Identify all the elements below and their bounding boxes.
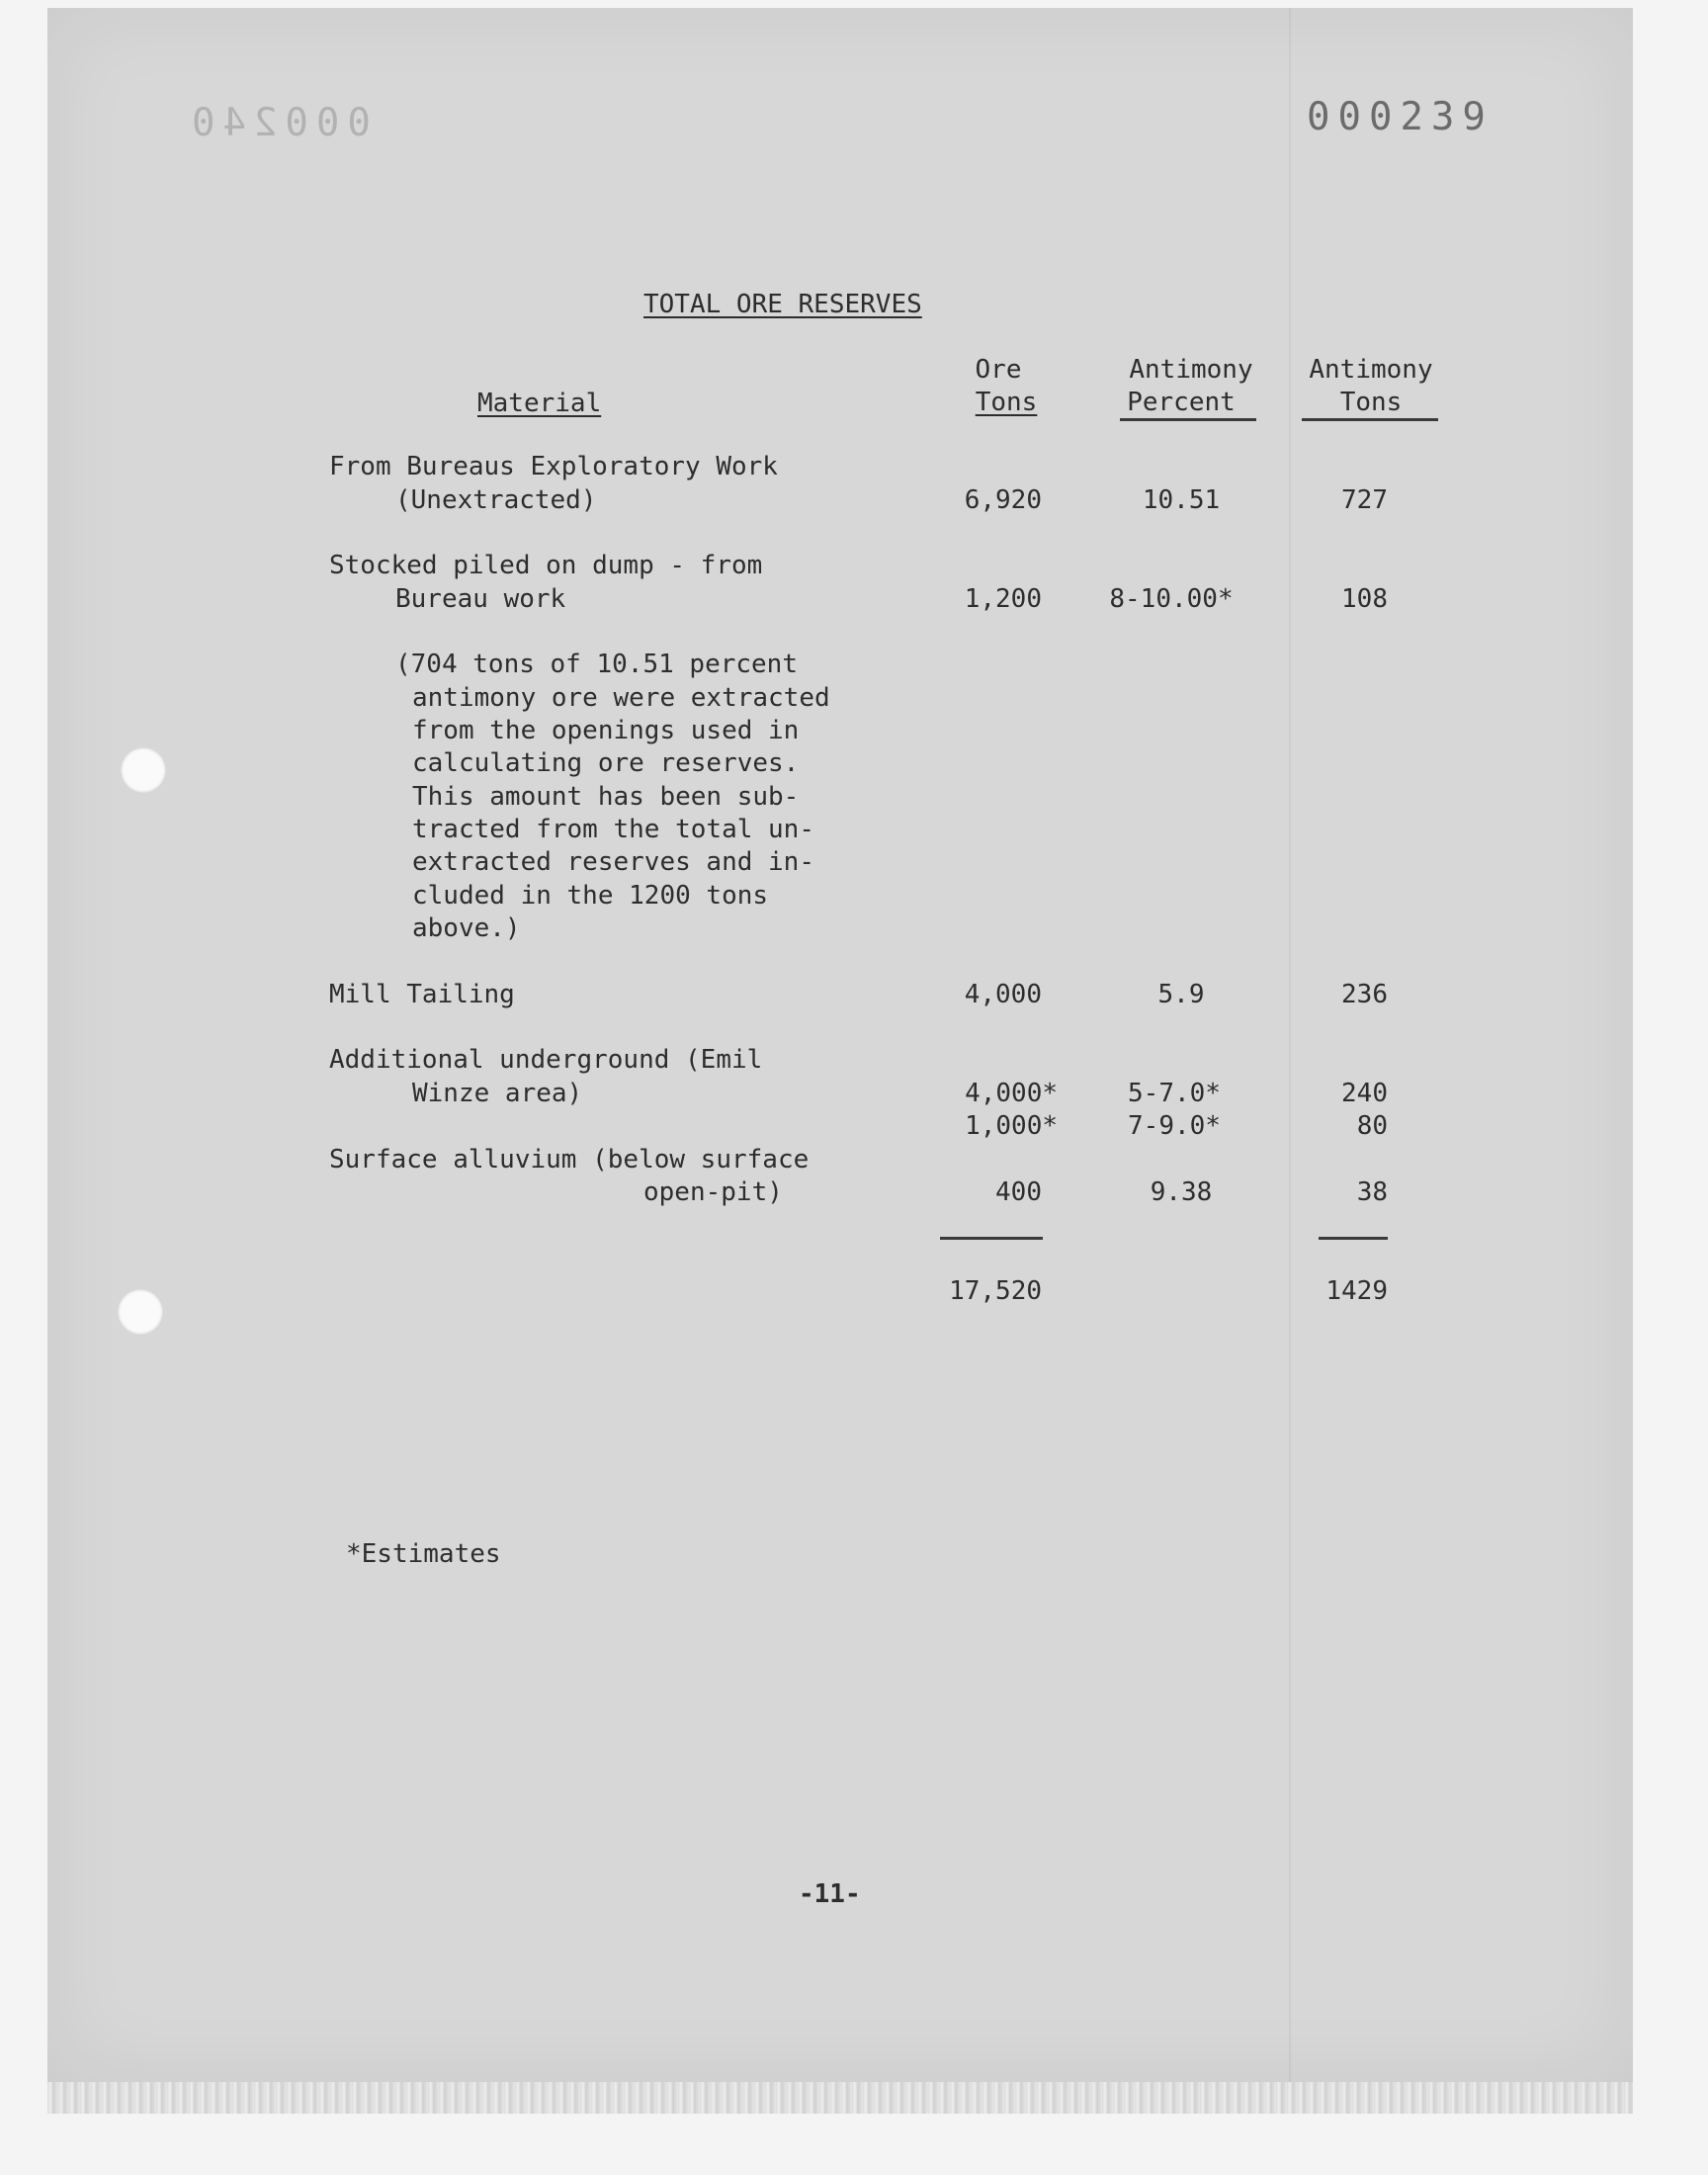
row-surface-ore-tons: 400: [995, 1177, 1042, 1207]
note-line: calculating ore reserves.: [412, 748, 800, 778]
row-bureau-label-2: (Unextracted): [395, 485, 597, 515]
page-title: TOTAL ORE RESERVES: [643, 290, 922, 319]
header-antimony-percent-2: Percent: [1127, 388, 1236, 417]
note-line: above.): [412, 914, 521, 943]
total-antimony-tons: 1429: [1325, 1276, 1388, 1306]
row-surface-antimony-tons: 38: [1356, 1177, 1388, 1207]
header-material: Material: [477, 389, 602, 418]
note-line: cluded in the 1200 tons: [412, 881, 769, 911]
row-additional-antimony-tons-b: 80: [1356, 1111, 1388, 1141]
row-bureau-label-1: From Bureaus Exploratory Work: [329, 452, 778, 481]
header-antimony-percent-1: Antimony: [1129, 355, 1253, 385]
header-antimony-tons-1: Antimony: [1309, 355, 1433, 385]
row-surface-label-1: Surface alluvium (below surface: [329, 1145, 810, 1174]
note-line: tracted from the total un-: [412, 815, 814, 844]
scan-edge: [47, 2082, 1633, 2114]
row-additional-ore-tons-b: 1,000*: [965, 1111, 1058, 1141]
note-line: extracted reserves and in-: [412, 847, 814, 877]
row-mill-antimony-tons: 236: [1341, 980, 1388, 1009]
row-additional-ore-tons-a: 4,000*: [965, 1079, 1058, 1108]
header-ore-tons-1: Ore: [975, 355, 1022, 385]
row-additional-label-2: Winze area): [412, 1079, 583, 1108]
page-number: -11-: [799, 1879, 861, 1909]
row-surface-label-2: open-pit): [643, 1177, 783, 1207]
fold-line: [1289, 8, 1291, 2082]
header-ore-tons-2: Tons: [975, 388, 1038, 417]
stamp-number-ghost: 000240: [184, 101, 371, 145]
row-mill-label: Mill Tailing: [329, 980, 515, 1009]
row-bureau-antimony-tons: 727: [1341, 485, 1388, 515]
punch-hole-top: [121, 747, 166, 793]
header-antimony-tons-2: Tons: [1339, 388, 1403, 417]
row-additional-antimony-percent-b: 7-9.0*: [1128, 1111, 1221, 1141]
row-additional-antimony-percent-a: 5-7.0*: [1128, 1079, 1221, 1108]
row-bureau-ore-tons: 6,920: [964, 485, 1042, 515]
row-stocked-ore-tons: 1,200: [964, 584, 1042, 614]
row-surface-antimony-percent: 9.38: [1150, 1177, 1213, 1207]
row-additional-label-1: Additional underground (Emil: [329, 1045, 763, 1075]
stamp-number: 000239: [1307, 95, 1494, 139]
row-stocked-label-1: Stocked piled on dump - from: [329, 551, 763, 580]
total-ore-tons: 17,520: [949, 1276, 1042, 1306]
note-line: antimony ore were extracted: [412, 683, 830, 713]
row-stocked-antimony-tons: 108: [1341, 584, 1388, 614]
row-additional-antimony-tons-a: 240: [1341, 1079, 1388, 1108]
note-line: This amount has been sub-: [412, 782, 800, 812]
row-stocked-antimony-percent: 8-10.00*: [1109, 584, 1234, 614]
header-tons-rule: [1302, 418, 1438, 421]
header-percent-rule: [1120, 418, 1256, 421]
row-stocked-label-2: Bureau work: [395, 584, 566, 614]
row-mill-ore-tons: 4,000: [964, 980, 1042, 1009]
note-line: (704 tons of 10.51 percent: [395, 650, 798, 679]
total-rule-ore-tons: [940, 1237, 1043, 1240]
punch-hole-bottom: [118, 1289, 163, 1335]
row-mill-antimony-percent: 5.9: [1157, 980, 1205, 1009]
note-line: from the openings used in: [412, 716, 800, 745]
row-bureau-antimony-percent: 10.51: [1142, 485, 1221, 515]
footnote: *Estimates: [346, 1539, 501, 1569]
total-rule-antimony-tons: [1319, 1237, 1388, 1240]
